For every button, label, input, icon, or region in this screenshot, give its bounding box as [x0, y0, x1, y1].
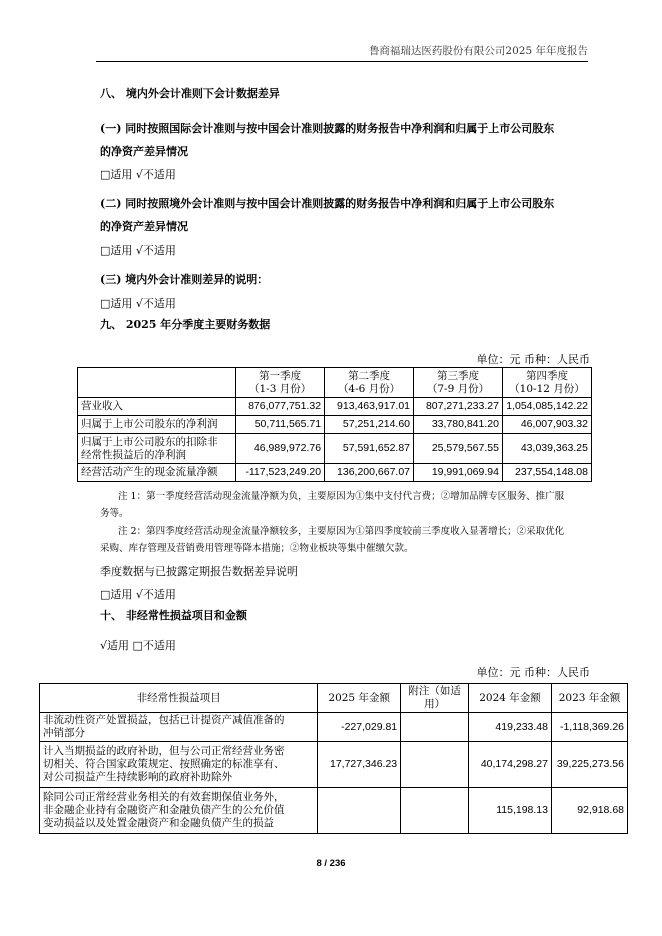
- row-label: 归属于上市公司股东的扣除非 经常性损益后的净利润: [78, 434, 236, 464]
- note-2-line2: 采购、库存管理及营销费用管理等降本措施；②物业板块等集中催缴欠款。: [100, 543, 414, 554]
- page-header-title: 鲁商福瑞达医药股份有限公司2025 年年度报告: [368, 45, 588, 57]
- quarterly-table: [77, 367, 592, 482]
- section10-heading: 十、 非经常性损益项目和金额: [100, 609, 247, 622]
- table-cell: 46,989,972.76: [236, 434, 325, 464]
- item-description: 计入当期损益的政府补助，但与公司正常经营业务密 切相关、符合国家政策规定、按照确定的标准享有、 对公司损益产生持续影响的政府补助除外: [40, 742, 318, 788]
- quarter-3-header: 第三季度 （7-9 月份）: [414, 368, 503, 398]
- header-divider: [96, 61, 588, 62]
- table-cell: 19,991,069.94: [414, 464, 503, 482]
- table-cell: 39,225,273.56: [551, 742, 627, 788]
- quarter-4-header: 第四季度 （10-12 月份）: [502, 368, 591, 398]
- table-cell: [401, 713, 469, 742]
- section8-sub3-checkbox: □适用 √不适用: [100, 297, 176, 310]
- section8-sub2-checkbox: □适用 √不适用: [100, 244, 176, 257]
- row-label: 营业收入: [78, 398, 236, 416]
- table-cell: 419,233.48: [469, 713, 552, 742]
- table-cell: 57,251,214.60: [325, 416, 414, 434]
- note-2-line1: 注 2：第四季度经营活动现金流量净额较多，主要原因为①第四季度较前三季度收入显著增长；②采取优化: [118, 526, 565, 537]
- section9-heading: 九、 2025 年分季度主要财务数据: [100, 318, 271, 331]
- section8-sub2-line2: 的净资产差异情况: [100, 220, 188, 233]
- quarterly-header-row: [78, 368, 592, 398]
- section9-unit: 单位：元 币种：人民币: [476, 353, 590, 366]
- table-cell: 43,039,363.25: [502, 434, 591, 464]
- non-recurring-header-row: [40, 684, 628, 713]
- table-row: [40, 788, 628, 834]
- row-label: 经营活动产生的现金流量净额: [78, 464, 236, 482]
- column-header-note: 附注（如适用）: [401, 684, 469, 713]
- table-cell: 46,007,903.32: [502, 416, 591, 434]
- table-cell: 50,711,565.71: [236, 416, 325, 434]
- table-cell: 115,198.13: [469, 788, 552, 834]
- item-description: 非流动性资产处置损益，包括已计提资产减值准备的 冲销部分: [40, 713, 318, 742]
- table-cell: 876,077,751.32: [236, 398, 325, 416]
- section8-sub1-checkbox: □适用 √不适用: [100, 168, 176, 181]
- table-row: [40, 742, 628, 788]
- table-cell: 57,591,652.87: [325, 434, 414, 464]
- column-header-2025: 2025 年金额: [318, 684, 401, 713]
- row-label: 归属于上市公司股东的净利润: [78, 416, 236, 434]
- table-cell: 40,174,298.27: [469, 742, 552, 788]
- table-cell: [401, 788, 469, 834]
- quarterly-header-blank: [78, 368, 236, 398]
- quarterly-row-revenue: [78, 398, 592, 416]
- section8-sub1-line1: (一) 同时按照国际会计准则与按中国会计准则披露的财务报告中净利润和归属于上市公司股东: [100, 122, 555, 135]
- table-row: [40, 713, 628, 742]
- table-cell: 913,463,917.01: [325, 398, 414, 416]
- quarterly-diff-label: 季度数据与已披露定期报告数据差异说明: [100, 565, 298, 578]
- table-cell: 237,554,148.08: [502, 464, 591, 482]
- item-description: 除同公司正常经营业务相关的有效套期保值业务外， 非金融企业持有金融资产和金融负债产生的公允价值 变动损益以及处置金融资产和金融负债产生的损益: [40, 788, 318, 834]
- quarterly-row-deducted-profit: [78, 434, 592, 464]
- table-cell: 136,200,667.07: [325, 464, 414, 482]
- table-cell: [318, 788, 401, 834]
- quarter-1-header: 第一季度 （1-3 月份）: [236, 368, 325, 398]
- section8-heading: 八、 境内外会计准则下会计数据差异: [100, 87, 280, 100]
- table-cell: 25,579,567.55: [414, 434, 503, 464]
- column-header-item: 非经常性损益项目: [40, 684, 318, 713]
- quarterly-row-cash-flow: [78, 464, 592, 482]
- section8-sub2-line1: (二) 同时按照境外会计准则与按中国会计准则披露的财务报告中净利润和归属于上市公司股东: [100, 197, 555, 210]
- table-cell: -227,029.81: [318, 713, 401, 742]
- column-header-2023: 2023 年金额: [551, 684, 627, 713]
- table-cell: 33,780,841.20: [414, 416, 503, 434]
- table-cell: 807,271,233.27: [414, 398, 503, 416]
- section10-unit: 单位：元 币种：人民币: [476, 666, 590, 679]
- table-cell: 1,054,085,142.22: [502, 398, 591, 416]
- table-cell: [401, 742, 469, 788]
- section10-checkbox: √适用 □不适用: [100, 639, 176, 652]
- section8-sub1-line2: 的净资产差异情况: [100, 145, 188, 158]
- table-cell: -117,523,249.20: [236, 464, 325, 482]
- note-1-line1: 注 1：第一季度经营活动现金流量净额为负，主要原因为①集中支付代言费；②增加品牌专区服务、推广服: [118, 491, 565, 502]
- section8-sub3: (三) 境内外会计准则差异的说明：: [100, 273, 269, 286]
- non-recurring-table: [39, 683, 628, 834]
- page-number: 8 / 236: [316, 858, 346, 869]
- quarter-2-header: 第二季度 （4-6 月份）: [325, 368, 414, 398]
- table-cell: 17,727,346.23: [318, 742, 401, 788]
- table-cell: -1,118,369.26: [551, 713, 627, 742]
- quarterly-row-net-profit: [78, 416, 592, 434]
- column-header-2024: 2024 年金额: [469, 684, 552, 713]
- note-1-line2: 务等。: [100, 508, 129, 519]
- table-cell: 92,918.68: [551, 788, 627, 834]
- quarterly-diff-checkbox: □适用 √不适用: [100, 588, 176, 601]
